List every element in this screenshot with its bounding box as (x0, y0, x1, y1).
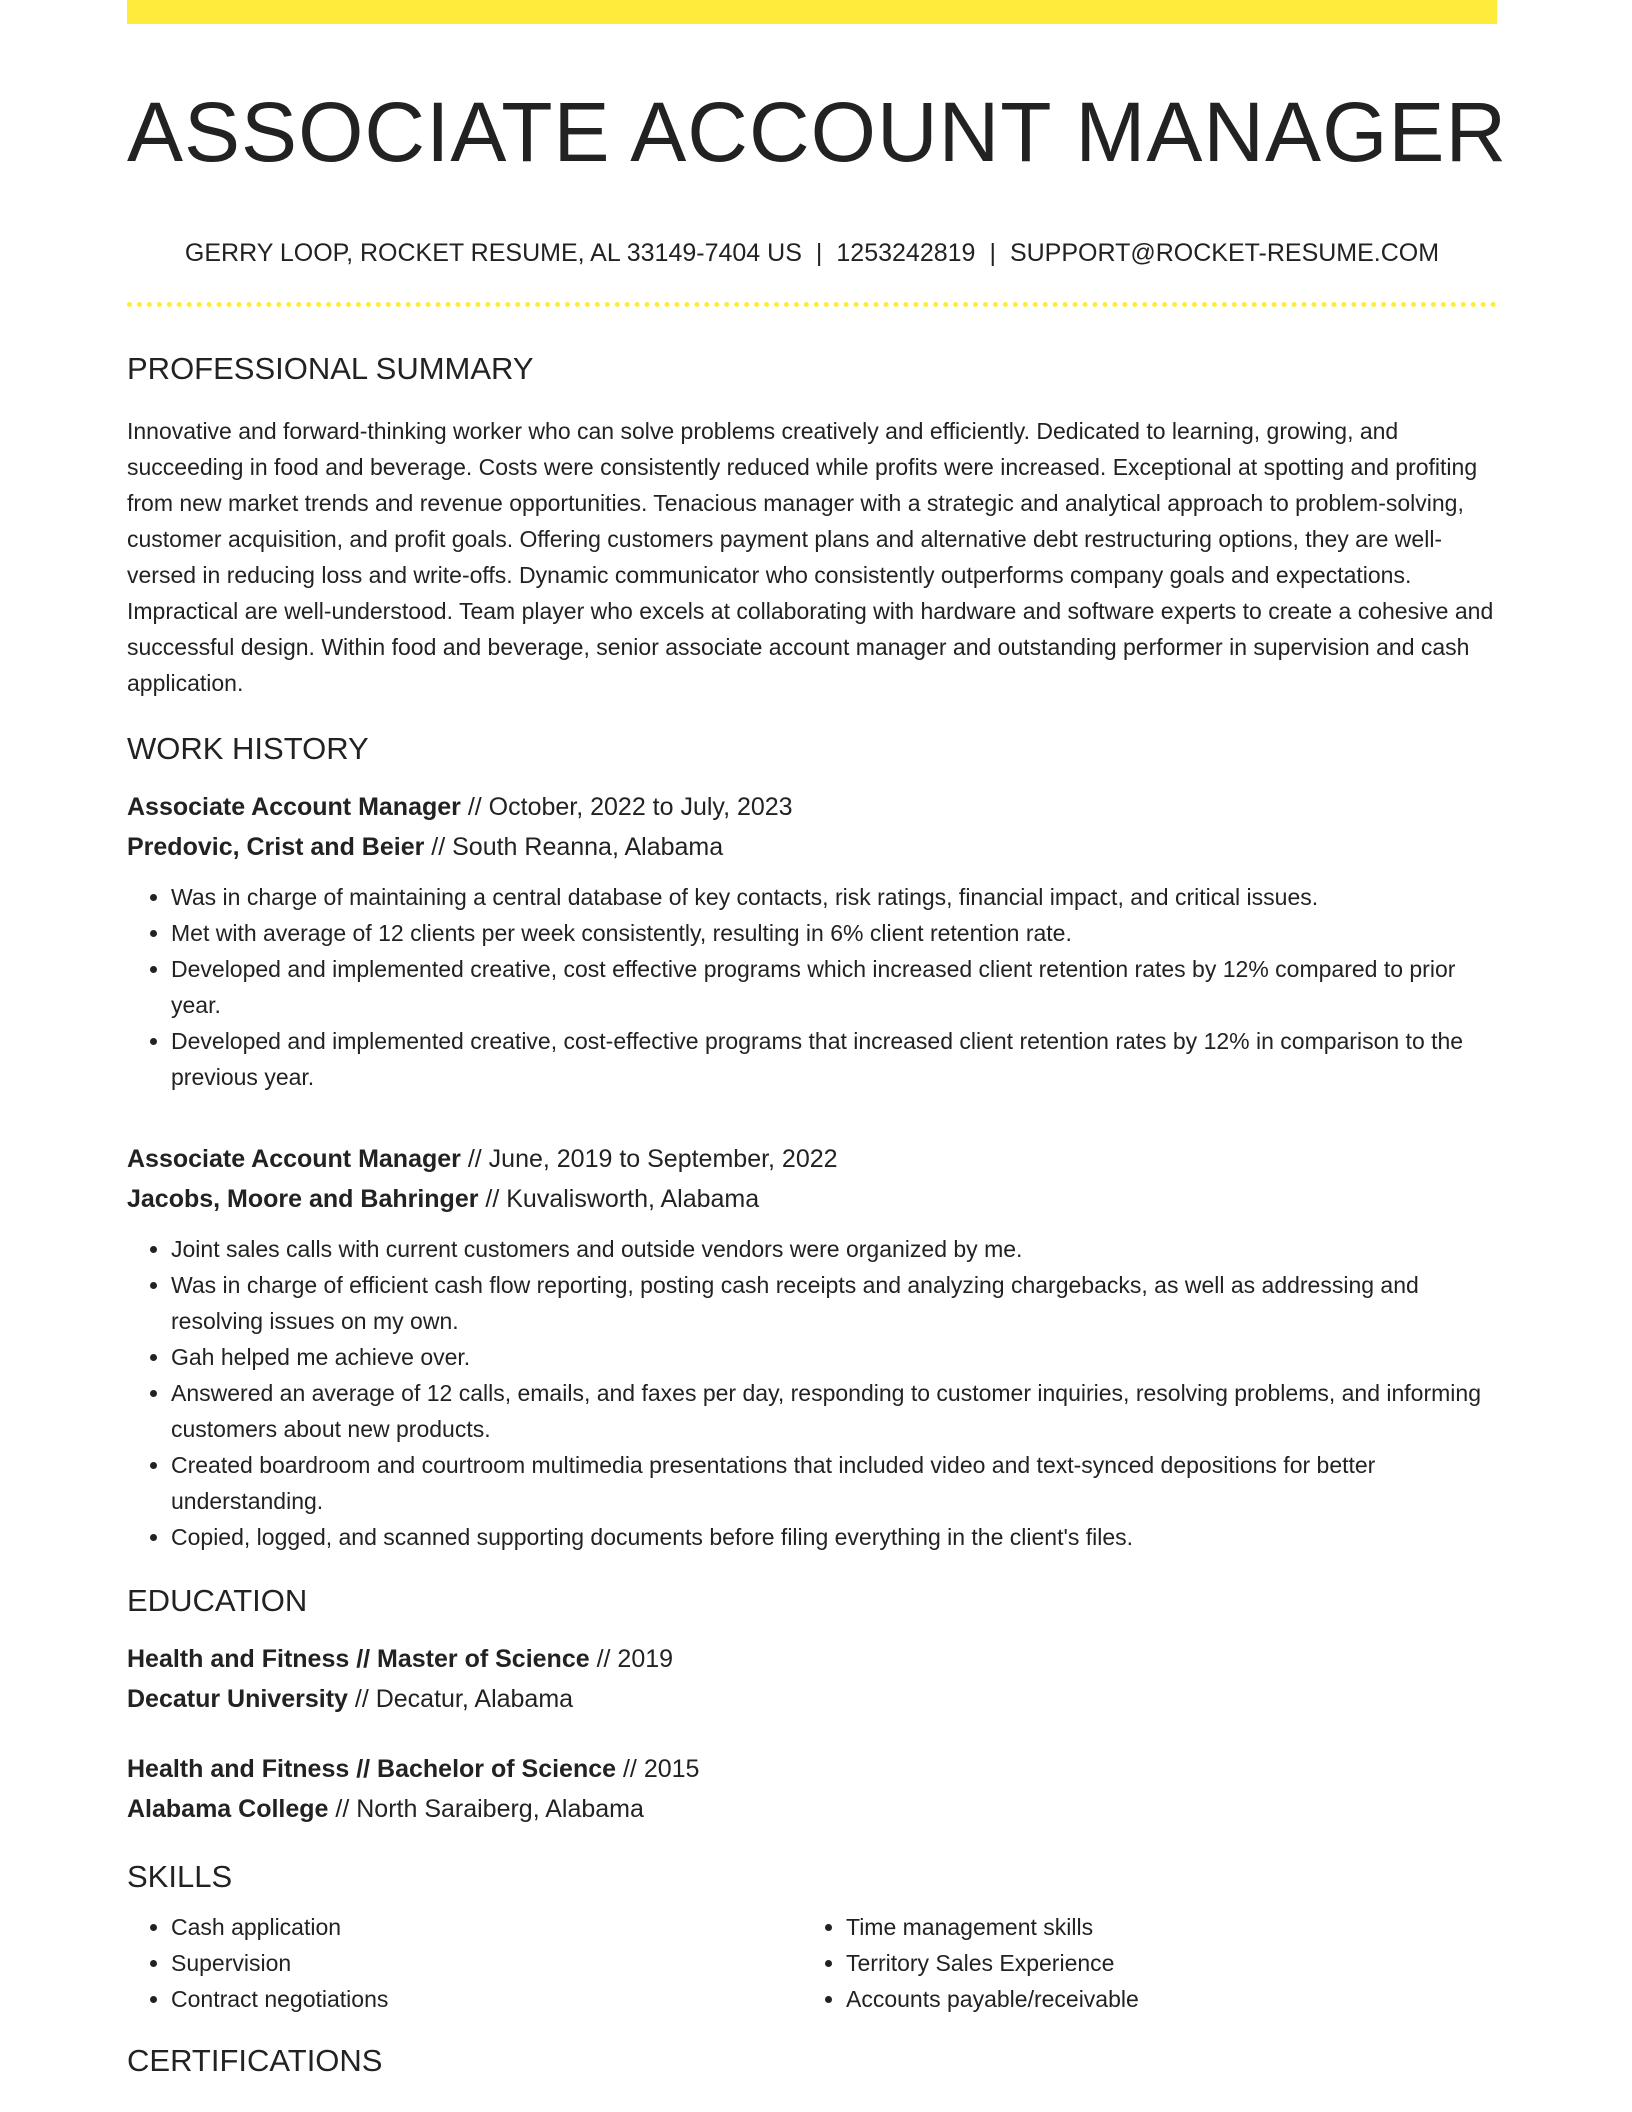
contact-address: GERRY LOOP, ROCKET RESUME, AL 33149-7404 US (184, 239, 802, 267)
education-school-line (127, 1789, 1497, 1829)
education-school: Decatur University (127, 1685, 348, 1713)
contact-separator: | (989, 239, 996, 267)
education-degree: Health and Fitness // Master of Science (127, 1645, 590, 1673)
work-history-heading: WORK HISTORY (127, 731, 369, 766)
job-company-line (127, 827, 1497, 867)
job-entry (127, 1139, 1497, 1555)
job-location: // Kuvalisworth, Alabama (478, 1185, 760, 1213)
job-bullet: • Gah helped me achieve over. (171, 1339, 1497, 1375)
education-entry (127, 1749, 1497, 1829)
skills-column-right (802, 1909, 1477, 2017)
job-title-line (127, 1139, 1497, 1179)
education-school-line (127, 1679, 1497, 1719)
dotted-divider (127, 302, 1497, 307)
contact-phone: 1253242819 (836, 239, 976, 267)
job-bullet: • Was in charge of efficient cash flow reporting, posting cash receipts and analyzing chargebacks, as well as addressing and resolving issues on my own. (171, 1267, 1497, 1339)
job-bullet: • Joint sales calls with current customers and outside vendors were organized by me. (171, 1231, 1497, 1267)
job-location: // South Reanna, Alabama (424, 833, 724, 861)
job-entry (127, 787, 1497, 1095)
job-dates: // October, 2022 to July, 2023 (460, 793, 793, 821)
skills-column-left (127, 1909, 802, 2017)
education-location: // North Saraiberg, Alabama (328, 1795, 644, 1823)
certifications-heading: CERTIFICATIONS (127, 2043, 383, 2078)
skill-item: • Supervision (171, 1945, 802, 1981)
resume-title: ASSOCIATE ACCOUNT MANAGER (127, 85, 1508, 179)
education-degree: Health and Fitness // Bachelor of Science (127, 1755, 617, 1783)
education-year: // 2015 (616, 1755, 700, 1783)
education-year: // 2019 (589, 1645, 674, 1673)
skill-item: • Cash application (171, 1909, 802, 1945)
education-degree-line (127, 1749, 1497, 1789)
job-title-line (127, 787, 1497, 827)
education-entry (127, 1639, 1497, 1719)
job-bullet: • Answered an average of 12 calls, emails, and faxes per day, responding to customer inquiries, resolving problems, and informing customers about new products. (171, 1375, 1497, 1447)
contact-line (127, 236, 1497, 270)
job-company: Predovic, Crist and Beier (127, 833, 425, 861)
summary-text: Innovative and forward-thinking worker who can solve problems creatively and efficiently. Dedicated to learning, growing, and succeeding in food and beverage. Costs were consistently reduced while profits were increased. Exceptional at spotting and profiting from new market trends and revenue opportunities. Tenacious manager with a strategic and analytical approach to problem-solving, customer acquisition, and profit goals. Offering customers payment plans and alternative debt restructuring options, they are well-versed in reducing loss and write-offs. Dynamic communicator who consistently outperforms company goals and expectations. Impractical are well-understood. Team player who excels at collaborating with hardware and software experts to create a cohesive and successful design. Within food and beverage, senior associate account manager and outstanding performer in supervision and cash application. (127, 418, 1494, 696)
job-company-line (127, 1179, 1497, 1219)
job-company: Jacobs, Moore and Bahringer (127, 1185, 479, 1213)
job-bullet: • Met with average of 12 clients per week consistently, resulting in 6% client retention rate. (171, 915, 1497, 951)
accent-bar (127, 0, 1497, 24)
summary-heading: PROFESSIONAL SUMMARY (127, 351, 534, 386)
skills-grid (127, 1909, 1497, 2017)
job-bullets (127, 879, 1497, 1095)
contact-email: SUPPORT@ROCKET-RESUME.COM (1009, 239, 1440, 267)
skill-item: • Accounts payable/receivable (846, 1981, 1477, 2017)
job-role: Associate Account Manager (127, 1145, 461, 1173)
education-degree-line (127, 1639, 1497, 1679)
job-bullet: • Developed and implemented creative, cost effective programs which increased client retention rates by 12% compared to prior year. (171, 951, 1497, 1023)
job-bullets (127, 1231, 1497, 1555)
skill-item: • Contract negotiations (171, 1981, 802, 2017)
job-role: Associate Account Manager (127, 793, 461, 821)
education-school: Alabama College (127, 1795, 329, 1823)
resume-page (127, 0, 1508, 2081)
education-location: // Decatur, Alabama (347, 1685, 574, 1713)
job-bullet: • Was in charge of maintaining a central database of key contacts, risk ratings, financial impact, and critical issues. (171, 879, 1497, 915)
job-dates: // June, 2019 to September, 2022 (460, 1145, 838, 1173)
skills-heading: SKILLS (127, 1859, 233, 1894)
job-bullet: • Copied, logged, and scanned supporting documents before filing everything in the client's files. (171, 1519, 1497, 1555)
skill-item: • Time management skills (846, 1909, 1477, 1945)
job-bullet: • Created boardroom and courtroom multimedia presentations that included video and text-synced depositions for better understanding. (171, 1447, 1497, 1519)
contact-separator: | (815, 239, 823, 267)
education-heading: EDUCATION (127, 1583, 308, 1618)
skill-item: • Territory Sales Experience (846, 1945, 1477, 1981)
job-bullet: • Developed and implemented creative, cost-effective programs that increased client retention rates by 12% in comparison to the previous year. (171, 1023, 1497, 1095)
